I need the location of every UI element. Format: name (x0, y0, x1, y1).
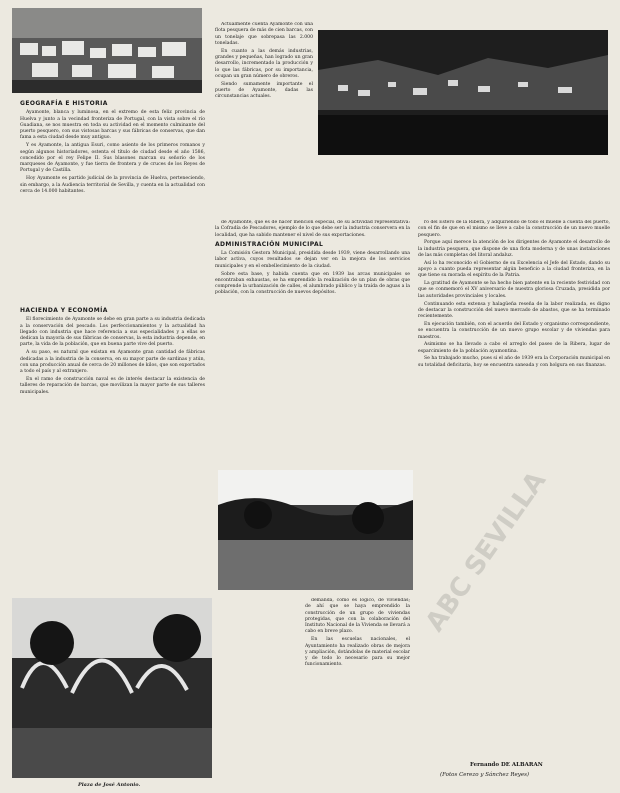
article-paragraph: En el ramo de construcción naval es de interés destacar la existencia de talleres de reparación de barcas, que movilizan la mayor parte de sus talleres municipales. (20, 376, 205, 395)
photo-river (218, 470, 413, 590)
caption-plaza: Plaza de José Antonio. (78, 782, 141, 788)
article-paragraph: Siendo sumamente importante el puerto de Ayamonte, dadas las circunstancias actuales. (215, 81, 313, 100)
article-paragraph: A su paso, es natural que existan en Ayamonte gran cantidad de fábricas dedicadas a la industria de la conserva, en su mayor parte de sardinas y atún, con una producción anual de cerca de 20 millones de kilos, que son exportados a todo el país y al extranjero. (20, 350, 205, 375)
column-housing (305, 598, 410, 783)
article-paragraph: Y es Ayamonte, la antigua Esuri, como asiento de los primeros romanos y según algunos historiadores, ostenta el título de ciudad desde el año 1586, concedido por el rey Felipe II. Sus blasones marcan su señorío de los marqueses de Ayamonte, y fue tierra de frontera y de cruces de los Reyes de Portugal y de Castilla. (20, 143, 205, 174)
article-paragraph: La gratitud de Ayamonte se ha hecho bien patente en la reciente festividad con que se conmemoró el XV aniversario de nuestra gloriosa Cruzada, presidida por las autoridades provinciales y locales. (418, 281, 610, 299)
article-paragraph: demanda, como es lógico, de viviendas; de ahí que se haya emprendido la construcción de un grupo de viviendas protegidas, que con la colaboración del Instituto Nacional de la Vivienda se llevará a cabo en breve plazo. (305, 598, 410, 635)
article-paragraph: de Ayamonte, que es de hacer mención especial, de su actividad representativa: la Cofradía de Pescadores, ejemplo de lo que debe ser la industria conservera en la localidad, que ha sabido mantener el nivel de sus exportaciones. (215, 220, 410, 238)
article-paragraph: Así lo ha reconocido el Gobierno de su Excelencia el Jefe del Estado, dando su apoyo a cuanto pueda representar algún beneficio a la ciudad fronteriza, en la que tiene su morada el espíritu de la Patria. (418, 260, 610, 279)
article-paragraph: La Comisión Gestora Municipal, presidida desde 1939, viene desarrollando una labor activa, cuyos resultados se dejan ver en la mejora de los servicios municipales y en el embellecimiento de la ciudad. (215, 251, 410, 269)
column-geography (20, 98, 205, 293)
photo-plaza (12, 598, 212, 778)
column-hacienda (20, 305, 205, 590)
article-paragraph: En cuanto a las demás industrias, grandes y pequeñas, han logrado un gran desarrollo, incrementado la producción y lo que las fábricas, por su importancia, ocupan un gran número de obreros. (215, 48, 313, 79)
article-paragraph: Continuando esta extensa y halagüeña reseña de la labor realizada, es digno de destacar la construcción del nuevo mercado de abastos, que se ha terminado recientemente. (418, 301, 610, 320)
article-paragraph: Ayamonte, blanca y luminosa, en el extremo de esta feliz provincia de Huelva y junto a la vecindad fronteriza de Portugal, con la vista sobre el río Guadiana, se nos muestra en toda su actividad en el momento culminante del puerto pesquero, con sus vistosas barcas y sus fábricas de conservas, que dan fama a esta ciudad desde muy antiguo. (20, 110, 205, 141)
column-administration (215, 220, 410, 465)
article-paragraph: En las escuelas nacionales, el Ayuntamiento ha realizado obras de mejora y ampliación, dotándolas de material escolar y de todo lo necesario para su mejor funcionamiento. (305, 637, 410, 668)
heading-administracion: ADMINISTRACIÓN MUNICIPAL (215, 240, 324, 248)
watermark: ABC SEVILLA (420, 466, 553, 638)
article-paragraph: Sobre esta base, y habida cuenta que en 1939 las arcas municipales se encontraban exhaustas, se ha emprendido la realización de un plan de obras que comprende la urbanización de calles, el alumbrado público y la traída de aguas a la población, con la construcción de nuevos depósitos. (215, 271, 410, 296)
article-paragraph: Porque aquí merece la atención de los dirigentes de Ayamonte el desarrollo de la industria pesquera, que dispone de una flota moderna y de unas instalaciones de las más completas del litoral andaluz. (418, 240, 610, 258)
article-paragraph: Actualmente cuenta Ayamonte con una flota pesquera de más de cien barcas, con un tonelaje que sobrepasa las 2.000 toneladas. (215, 22, 313, 46)
heading-hacienda: HACIENDA Y ECONOMÍA (20, 307, 108, 314)
author-signature: Fernando DE ALBARAN (470, 762, 543, 768)
photo-credit: (Fotos Cerezo y Sánchez Reyes) (440, 772, 530, 778)
article-paragraph: Se ha trabajado mucho, pues si el año de 1939 era la Corporación municipal en su totalidad deficitaria, hoy se encuentra saneada y con holgura en sus finanzas. (418, 356, 610, 368)
article-paragraph: El florecimiento de Ayamonte se debe en gran parte a su industria dedicada a la conservación del pescado. Los perfeccionamientos y la actualidad ha llegado con industria que hace referencia a sus especialidades y a ellas se dedican la mayoría de sus fábricas de conservas, la esta industria depende, en parte, la vida de la población, que en buena parte vive del puerto. (20, 317, 205, 348)
heading-geografia: GEOGRAFÍA E HISTORIA (20, 100, 108, 107)
article-paragraph: Asimismo se ha llevado a cabo el arreglo del paseo de la Ribera, lugar de esparcimiento de la población ayamontina. (418, 342, 610, 354)
article-paragraph: En ejecución también, con el acuerdo del Estado y organismo correspondiente, se encuentra la construcción de un nuevo grupo escolar y de viviendas para maestros. (418, 321, 610, 340)
column-fleet (215, 22, 313, 217)
article-paragraph: ro del Estero de la Ribera, y adquiriendo de todo el muelle a cuenta del puerto, con el fin de que en el mismo se lleve a cabo la construcción de un nuevo muelle pesquero. (418, 220, 610, 238)
photo-harbour (318, 30, 608, 155)
photo-town-view (12, 8, 202, 93)
article-paragraph: Hoy Ayamonte es partido judicial de la provincia de Huelva, perteneciendo, sin embargo, a la Audiencia territorial de Sevilla, y cuenta en la actualidad con cerca de 14.000 habitantes. (20, 176, 205, 194)
